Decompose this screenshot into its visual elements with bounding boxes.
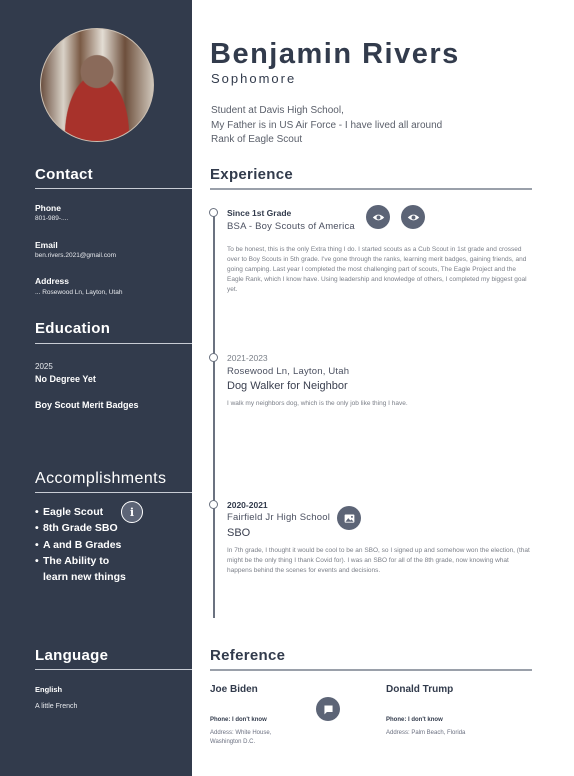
phone-label: Phone	[35, 203, 61, 213]
language-secondary: A little French	[35, 703, 78, 710]
summary	[211, 104, 511, 148]
experience-date: 2021-2023	[227, 353, 268, 363]
sidebar	[0, 0, 192, 776]
accomplishment-item: • 8th Grade SBO	[35, 520, 126, 536]
reference-address	[386, 729, 526, 738]
experience-org: BSA - Boy Scouts of America	[227, 221, 355, 232]
timeline-dot	[209, 208, 218, 217]
accomplishments-heading: Accomplishments	[35, 470, 167, 487]
email-label: Email	[35, 240, 58, 250]
phone-value: 801-989-....	[35, 215, 69, 222]
education-extra: Boy Scout Merit Badges	[35, 400, 139, 410]
experience-description: To be honest, this is the only Extra thing I do. I started scouts as a Cub Scout in 1st grade and crossed over to Boy Scouts in 5th grade. I've gone through the ranks, learning merit badges, gaining friends, and going camping. Last year I completed the most challenging part of scouts, The Eagle Project and the Eagle Rank, which I know have. Using leadership and knowledge of others, I completed my biggest goal yet.	[227, 246, 527, 294]
experience-description: In 7th grade, I thought it would be cool to be an SBO, so I signed up and somehow won the election, (that might be the only thing I thank Covid for). I was an SBO for all of the 8th grade, now knowing what happens behind the scenes for events and decisions.	[227, 547, 530, 575]
reference-divider	[210, 669, 532, 671]
timeline-line	[213, 210, 215, 618]
experience-org: Fairfield Jr High School	[227, 512, 331, 523]
accomplishment-item: • Eagle Scout	[35, 504, 126, 520]
full-name: Benjamin Rivers	[210, 38, 460, 70]
reference-address-line: Address: Palm Beach, Florida	[386, 730, 466, 736]
summary-line: Rank of Eagle Scout	[211, 134, 303, 145]
profile-photo	[40, 28, 154, 142]
reference-phone: Phone: I don't know	[210, 717, 267, 723]
experience-role: Dog Walker for Neighbor	[227, 380, 348, 392]
education-degree: No Degree Yet	[35, 374, 96, 384]
eye-icon[interactable]	[401, 205, 425, 229]
eye-icon[interactable]	[366, 205, 390, 229]
contact-heading: Contact	[35, 166, 93, 183]
reference-address-line: Address: White House,	[210, 730, 272, 736]
experience-description: I walk my neighbors dog, which is the only job like thing I have.	[227, 400, 408, 407]
language-heading: Language	[35, 647, 109, 664]
contact-divider	[35, 188, 192, 189]
timeline-dot	[209, 353, 218, 362]
accomplishments-list	[35, 504, 126, 585]
accomplishment-item: • The Ability to	[35, 553, 126, 569]
experience-date: 2020-2021	[227, 500, 268, 510]
accomplishment-item: • A and B Grades	[35, 537, 126, 553]
experience-org: Rosewood Ln, Layton, Utah	[227, 366, 350, 377]
info-icon[interactable]: i	[121, 501, 143, 523]
email-value[interactable]: ben.rivers.2021@gmail.com	[35, 252, 117, 259]
reference-heading: Reference	[210, 647, 286, 664]
education-year: 2025	[35, 362, 53, 371]
reference-address	[210, 729, 300, 747]
education-divider	[35, 343, 192, 344]
experience-role: SBO	[227, 527, 251, 539]
address-value: ... Rosewood Ln, Layton, Utah	[35, 289, 123, 296]
image-icon[interactable]	[337, 506, 361, 530]
education-heading: Education	[35, 320, 111, 337]
summary-line: Student at Davis High School,	[211, 105, 344, 116]
language-divider	[35, 669, 192, 670]
language-primary: English	[35, 685, 63, 694]
experience-heading: Experience	[210, 166, 294, 183]
summary-line: My Father is in US Air Force - I have lived all around	[211, 119, 443, 131]
experience-divider	[210, 188, 532, 190]
reference-name: Joe Biden	[210, 684, 258, 695]
timeline-dot	[209, 500, 218, 509]
accomplishments-divider	[35, 492, 192, 493]
experience-date: Since 1st Grade	[227, 208, 292, 218]
reference-name: Donald Trump	[386, 684, 454, 695]
subtitle: Sophomore	[211, 71, 297, 86]
reference-address-line: Washington D.C.	[210, 739, 256, 745]
accomplishment-item-continued: learn new things	[43, 571, 126, 584]
reference-phone: Phone: I don't know	[386, 717, 443, 723]
address-label: Address	[35, 276, 70, 286]
comment-icon[interactable]	[316, 697, 340, 721]
